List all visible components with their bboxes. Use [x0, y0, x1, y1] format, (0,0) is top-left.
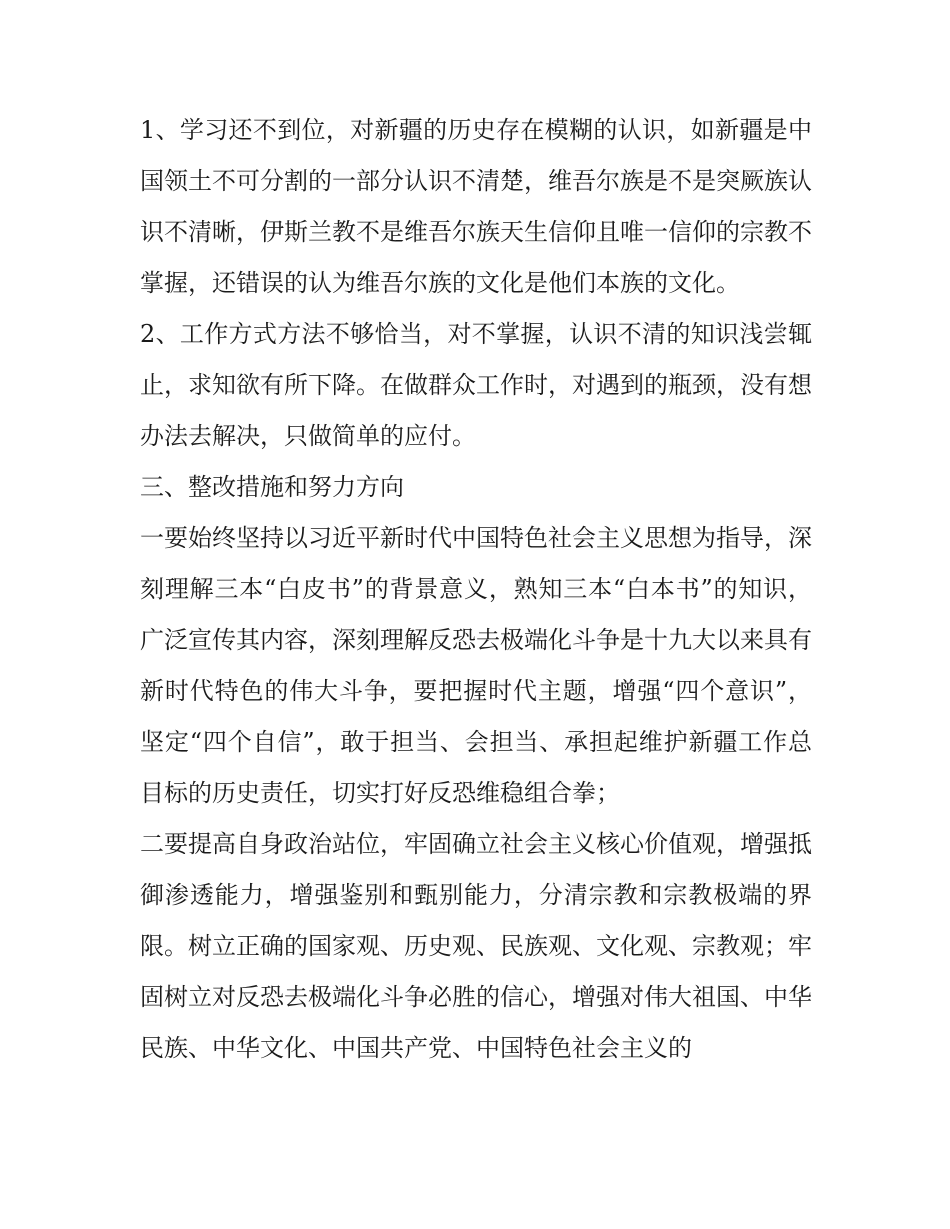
paragraph-problem-1: 1、学习还不到位，对新疆的历史存在模糊的认识，如新疆是中国领土不可分割的一部分认识不清楚，维吾尔族是不是突厥族认识不清晰，伊斯兰教不是维吾尔族天生信仰且唯一信仰的宗教不掌握，还错误的认为维吾尔族的文化是他们本族的文化。	[140, 116, 812, 297]
section-heading: 三、整改措施和努力方向	[140, 473, 404, 501]
paragraph-measure-2: 二要提高自身政治站位，牢固确立社会主义核心价值观，增强抵御渗透能力，增强鉴别和甄别能力，分清宗教和宗教极端的界限。树立正确的国家观、历史观、民族观、文化观、宗教观；牢固树立对反恐去极端化斗争必胜的信心，增强对伟大祖国、中华民族、中华文化、中国共产党、中国特色社会主义的	[140, 830, 812, 1062]
paragraph-measure-1: 一要始终坚持以习近平新时代中国特色社会主义思想为指导，深刻理解三本“白皮书”的背景意义，熟知三本“白本书”的知识，广泛宣传其内容，深刻理解反恐去极端化斗争是十九大以来具有新时代特色的伟大斗争，要把握时代主题，增强“四个意识”，坚定“四个自信”，敢于担当、会担当、承担起维护新疆工作总目标的历史责任，切实打好反恐维稳组合拳；	[140, 524, 812, 807]
paragraph-problem-2: 2、工作方式方法不够恰当，对不掌握，认识不清的知识浅尝辄止，求知欲有所下降。在做群众工作时，对遇到的瓶颈，没有想办法去解决，只做简单的应付。	[140, 320, 812, 450]
document-body	[140, 105, 812, 1074]
